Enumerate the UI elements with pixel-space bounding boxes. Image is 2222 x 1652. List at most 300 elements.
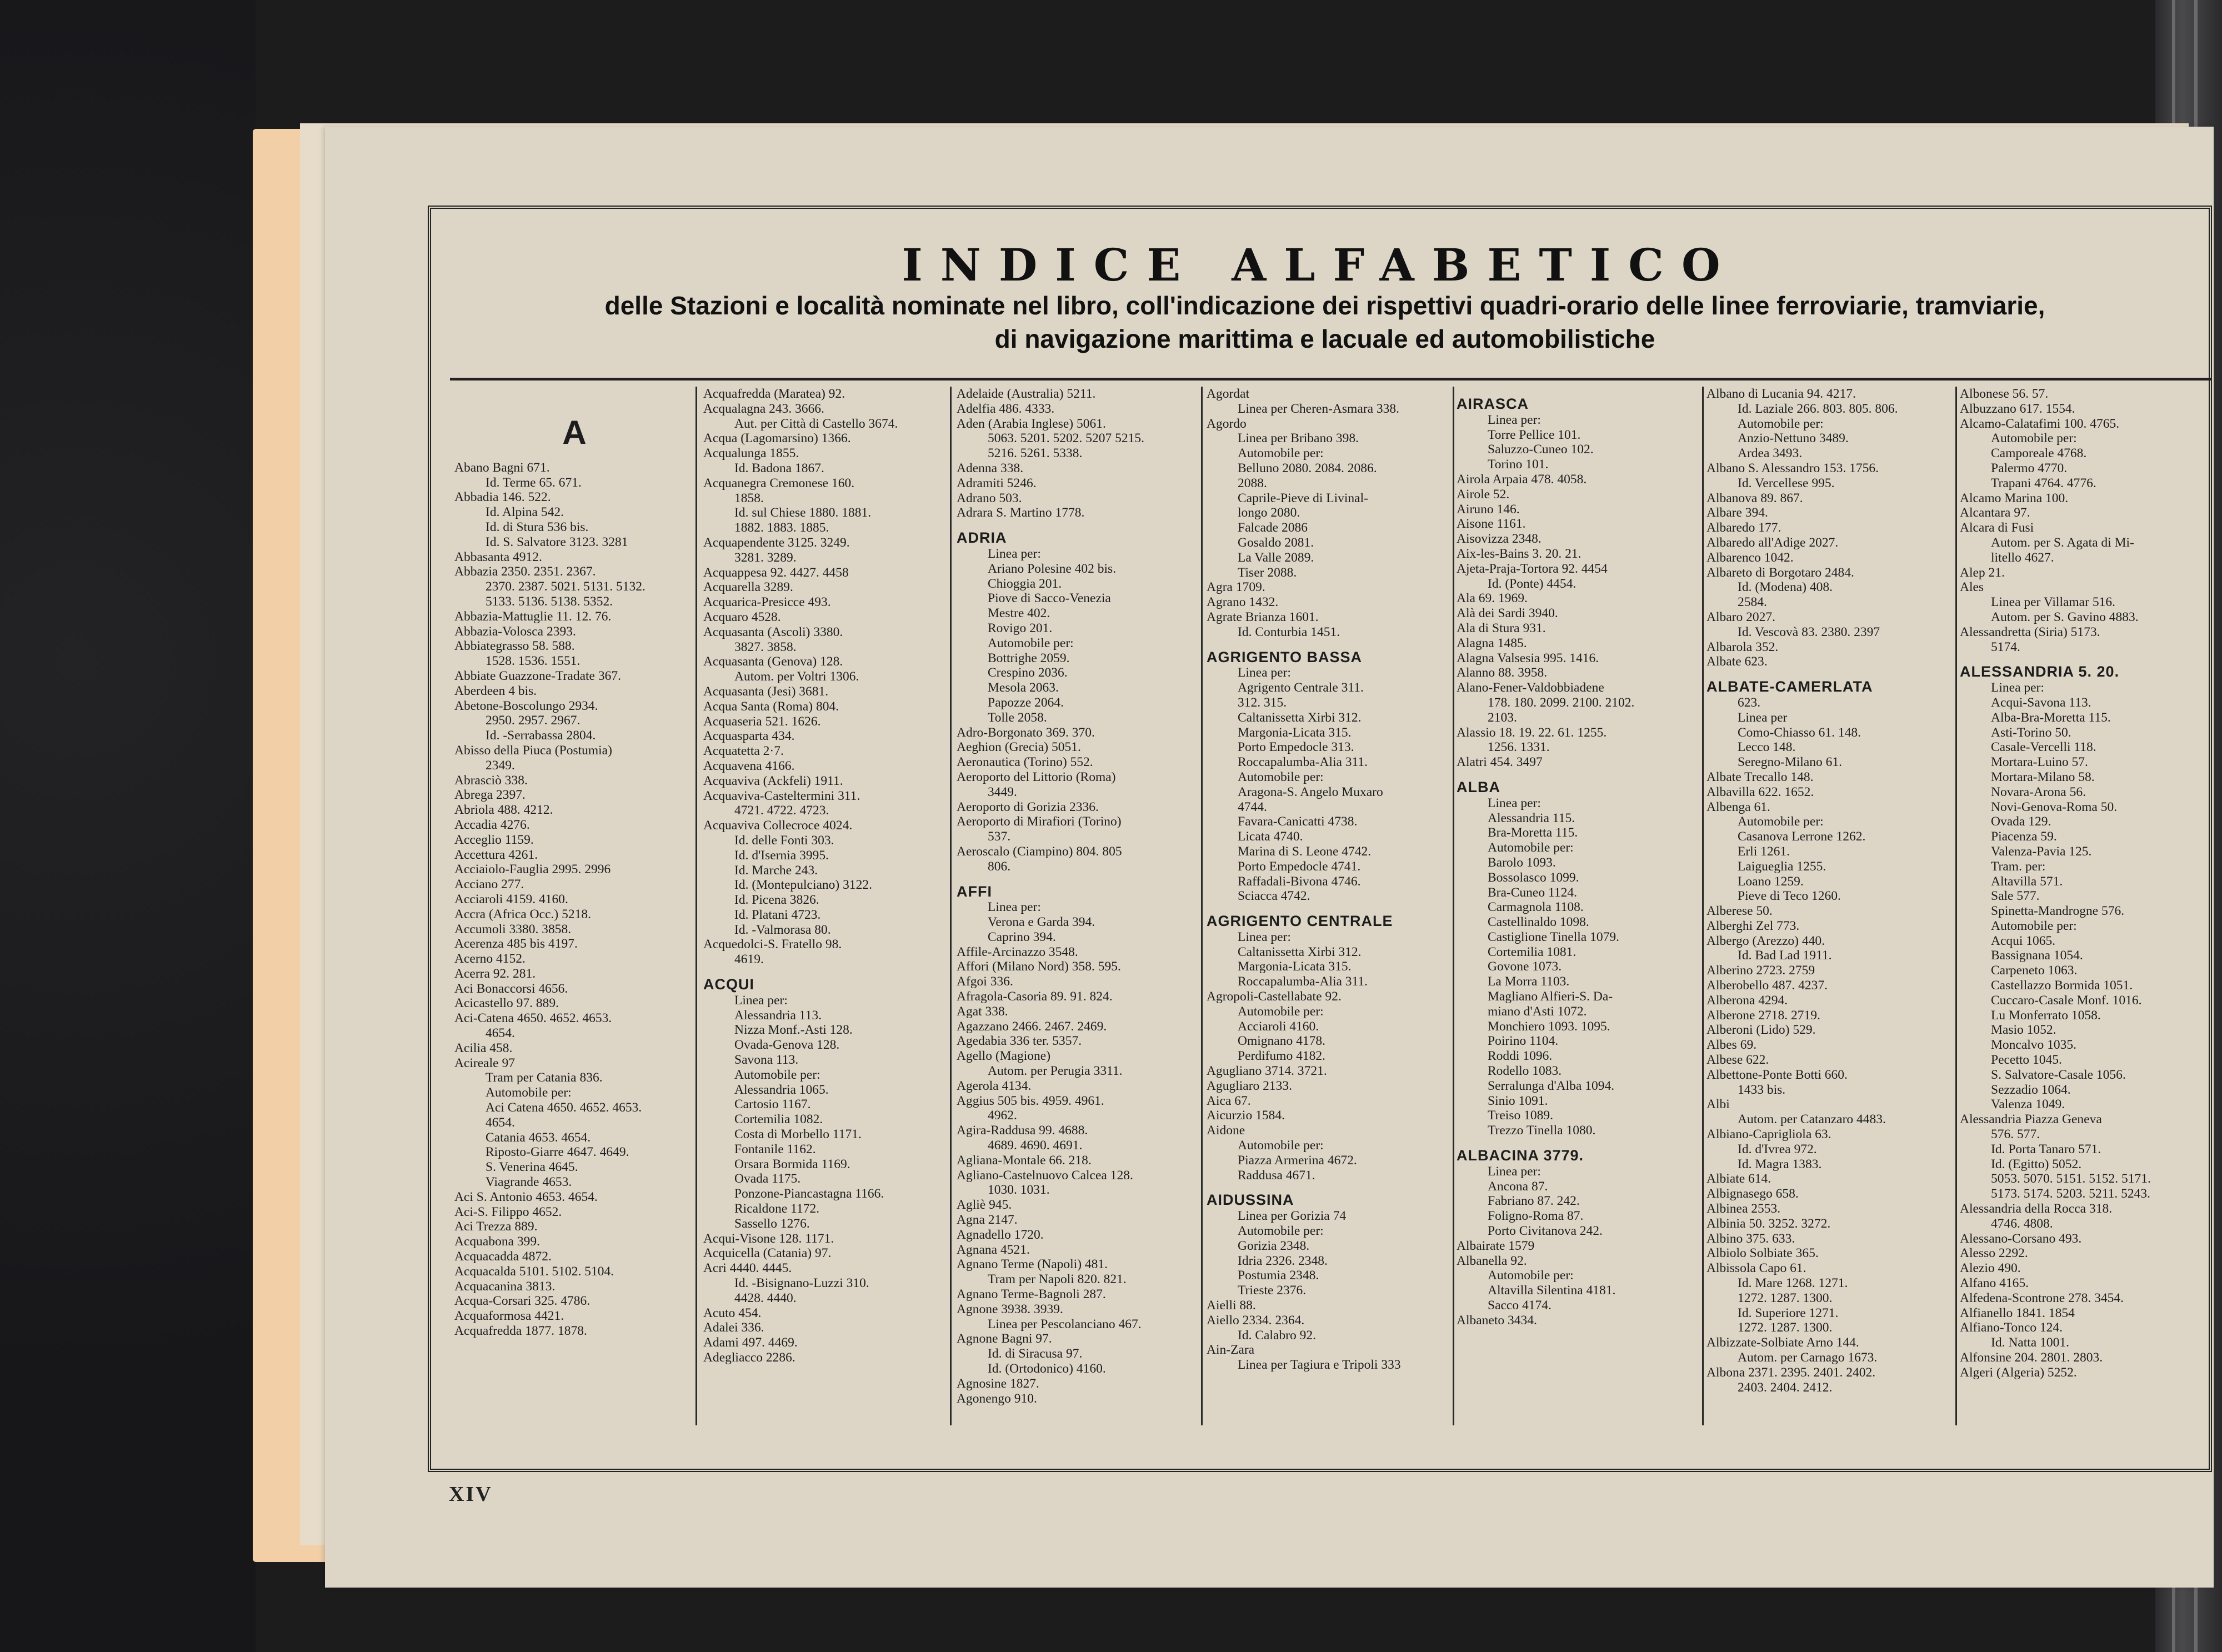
index-entry: Anzio-Nettuno 3489. (1738, 431, 1849, 446)
index-entry: 4654. (486, 1026, 515, 1041)
index-entry: Aci-S. Filippo 4652. (454, 1204, 562, 1219)
index-entry: Aisovizza 2348. (1457, 532, 1542, 547)
index-entry: Sciacca 4742. (1238, 889, 1310, 904)
index-entry: Id. (Montepulciano) 3122. (734, 878, 873, 893)
index-entry: Aut. per Città di Castello 3674. (734, 416, 898, 431)
index-entry: Id. (Egitto) 5052. (1991, 1157, 2082, 1172)
index-entry: Automobile per: (1238, 1138, 1324, 1153)
index-entry: Nizza Monf.-Asti 128. (734, 1023, 853, 1038)
index-entry: Acquaformosa 4421. (454, 1309, 564, 1324)
index-entry: Adramiti 5246. (957, 475, 1037, 490)
index-entry: Albate Trecallo 148. (1706, 769, 1814, 784)
index-entry: Adelaide (Australia) 5211. (957, 387, 1096, 401)
index-entry: Cortemilia 1081. (1488, 944, 1577, 959)
index-entry: Abbiategrasso 58. 588. (454, 639, 575, 654)
index-entry: Acciaroli 4159. 4160. (454, 892, 568, 907)
index-entry: Adro-Borgonato 369. 370. (957, 725, 1095, 740)
index-entry: Acquasparta 434. (703, 729, 795, 744)
index-entry: Ala 69. 1969. (1457, 591, 1528, 606)
index-entry: Aci Catena 4650. 4652. 4653. (486, 1100, 642, 1115)
index-entry: Accumoli 3380. 3858. (454, 922, 572, 937)
index-entry: Monchiero 1093. 1095. (1488, 1019, 1610, 1034)
index-entry: Acquicella (Catania) 97. (703, 1246, 832, 1261)
index-entry: Piazza Armerina 4672. (1238, 1153, 1357, 1168)
index-entry: Id. (Ortodonico) 4160. (988, 1361, 1106, 1376)
index-entry: 2950. 2957. 2967. (486, 713, 580, 728)
index-entry: Alberese 50. (1706, 904, 1773, 919)
index-entry: Acerenza 485 bis 4197. (454, 937, 578, 952)
index-entry: Albano di Lucania 94. 4217. (1706, 387, 1856, 401)
index-entry: Alano-Fener-Valdobbiadene (1457, 680, 1604, 695)
background-left (0, 0, 256, 1652)
index-entry: Id. (Modena) 408. (1738, 580, 1833, 595)
index-entry: Alberone 2718. 2719. (1706, 1008, 1820, 1023)
index-entry: Alessandria 113. (734, 1008, 822, 1023)
index-entry: Acqui 1065. (1991, 933, 2056, 948)
index-entry: S. Venerina 4645. (486, 1160, 578, 1175)
index-entry: Acquacadda 4872. (454, 1249, 552, 1264)
index-heading: ACQUI (703, 976, 754, 993)
index-entry: 4962. (988, 1108, 1017, 1123)
index-entry: Agordo (1207, 416, 1247, 431)
index-entry: Foligno-Roma 87. (1488, 1209, 1584, 1224)
index-entry: Aeroscalo (Ciampino) 804. 805 (957, 844, 1122, 859)
index-entry: Sinio 1091. (1488, 1093, 1548, 1108)
index-entry: Linea per: (1238, 929, 1291, 944)
index-entry: Caltanissetta Xirbi 312. (1238, 944, 1362, 959)
index-entry: Adami 497. 4469. (703, 1335, 798, 1350)
index-entry: Agliè 945. (957, 1198, 1012, 1213)
index-entry: Id. Laziale 266. 803. 805. 806. (1738, 401, 1898, 416)
index-entry: Camporeale 4768. (1991, 446, 2087, 461)
index-entry: Autom. per Carnago 1673. (1738, 1350, 1878, 1365)
index-entry: Aci Bonaccorsi 4656. (454, 981, 568, 996)
index-entry: Id. Vercellese 995. (1738, 475, 1835, 490)
index-entry: Adelfia 486. 4333. (957, 401, 1055, 416)
index-entry: 3281. 3289. (734, 550, 797, 565)
index-entry: Albona 2371. 2395. 2401. 2402. (1706, 1365, 1876, 1380)
index-column-4 (1207, 387, 1451, 1425)
index-entry: Treiso 1089. (1488, 1108, 1553, 1123)
index-entry: 5063. 5201. 5202. 5207 5215. (988, 431, 1144, 446)
index-entry: Albinea 2553. (1706, 1202, 1781, 1217)
index-entry: Aci-Catena 4650. 4652. 4653. (454, 1011, 612, 1026)
index-entry: Aci Trezza 889. (454, 1219, 538, 1234)
index-entry: Albiolo Solbiate 365. (1706, 1246, 1819, 1261)
index-entry: Piacenza 59. (1991, 829, 2057, 844)
index-entry: Albanella 92. (1457, 1253, 1527, 1268)
index-entry: Acquedolci-S. Fratello 98. (703, 937, 842, 952)
index-entry: Valenza-Pavia 125. (1991, 844, 2092, 859)
index-entry: Acciano 277. (454, 877, 524, 892)
index-entry: Id. Porta Tanaro 571. (1991, 1142, 2101, 1157)
index-entry: Fabriano 87. 242. (1488, 1194, 1580, 1209)
index-entry: Acceglio 1159. (454, 832, 534, 847)
index-entry: 1272. 1287. 1300. (1738, 1320, 1833, 1335)
index-entry: Alanno 88. 3958. (1457, 665, 1548, 680)
index-entry: Adenna 338. (957, 460, 1024, 475)
index-entry: Alessano-Corsano 493. (1960, 1231, 2082, 1246)
index-entry: Porto Empedocle 4741. (1238, 859, 1361, 874)
index-entry: Albairate 1579 (1457, 1238, 1535, 1253)
index-entry: Cartosio 1167. (734, 1097, 811, 1112)
index-entry: Acquanegra Cremonese 160. (703, 475, 855, 490)
index-entry: Acquarica-Presicce 493. (703, 595, 831, 610)
index-entry: Altavilla Silentina 4181. (1488, 1283, 1616, 1298)
index-entry: Agnone 3938. 3939. (957, 1301, 1063, 1316)
index-entry: 4744. (1238, 799, 1267, 814)
index-entry: Albanova 89. 867. (1706, 490, 1803, 505)
index-entry: Aicurzio 1584. (1207, 1108, 1285, 1123)
index-entry: Omignano 4178. (1238, 1034, 1325, 1049)
index-entry: Albettone-Ponte Botti 660. (1706, 1067, 1848, 1082)
index-entry: Ovada 1175. (734, 1172, 801, 1187)
index-entry: Pecetto 1045. (1991, 1053, 2062, 1068)
index-entry: Afragola-Casoria 89. 91. 824. (957, 989, 1113, 1004)
index-entry: Alcantara 97. (1960, 505, 2030, 520)
index-entry: Alessandria Piazza Geneva (1960, 1112, 2102, 1127)
index-entry: Acilia 458. (454, 1040, 513, 1055)
index-heading: ALBA (1457, 778, 1500, 795)
index-entry: Casale-Vercelli 118. (1991, 740, 2096, 755)
index-entry: Autom. per Perugia 3311. (988, 1064, 1123, 1079)
index-entry: 4689. 4690. 4691. (988, 1138, 1083, 1153)
index-entry: 1433 bis. (1738, 1082, 1786, 1097)
index-entry: Id. Alpina 542. (486, 505, 564, 520)
index-entry: Asti-Torino 50. (1991, 725, 2071, 740)
index-entry: Accadia 4276. (454, 817, 530, 832)
index-entry: 312. 315. (1238, 695, 1287, 710)
index-entry: Alagna 1485. (1457, 635, 1527, 650)
index-entry: Alberobello 487. 4237. (1706, 978, 1828, 993)
column-divider (1201, 387, 1203, 1425)
index-entry: Alessandria della Rocca 318. (1960, 1202, 2113, 1217)
index-entry: Albaredo 177. (1706, 520, 1781, 535)
index-entry: Mortara-Milano 58. (1991, 769, 2095, 784)
index-entry: Agrate Brianza 1601. (1207, 609, 1319, 624)
index-heading: ALBATE-CAMERLATA (1706, 678, 1873, 695)
index-entry: Automobile per: (1238, 769, 1324, 784)
index-entry: Bossolasco 1099. (1488, 870, 1579, 885)
index-entry: Acquaro 4528. (703, 609, 781, 624)
index-entry: 3827. 3858. (734, 639, 797, 654)
index-entry: Aeroporto di Gorizia 2336. (957, 799, 1099, 814)
index-entry: Alagna Valsesia 995. 1416. (1457, 650, 1599, 665)
index-heading: AGRIGENTO BASSA (1207, 648, 1363, 665)
index-entry: Adrara S. Martino 1778. (957, 505, 1085, 520)
index-entry: Id. (Ponte) 4454. (1488, 576, 1577, 591)
index-entry: Acquatetta 2·7. (703, 744, 784, 759)
index-entry: litello 4627. (1991, 550, 2054, 565)
index-column-5 (1457, 387, 1701, 1425)
index-entry: Autom. per S. Agata di Mi- (1991, 535, 2134, 550)
index-entry: Adrano 503. (957, 490, 1022, 505)
index-entry: Linea per: (1991, 680, 2044, 695)
index-entry: Automobile per: (1238, 446, 1324, 461)
index-entry: Orsara Bormida 1169. (734, 1157, 850, 1172)
column-divider (695, 387, 697, 1425)
index-entry: Raddusa 4671. (1238, 1168, 1315, 1183)
index-entry: Castiglione Tinella 1079. (1488, 929, 1619, 944)
index-entry: Novara-Arona 56. (1991, 784, 2086, 799)
index-entry: Accra (Africa Occ.) 5218. (454, 907, 591, 922)
index-entry: Autom. per S. Gavino 4883. (1991, 609, 2139, 624)
index-entry: Automobile per: (486, 1085, 572, 1100)
index-entry: Costa di Morbello 1171. (734, 1127, 862, 1142)
index-entry: Albissola Capo 61. (1706, 1261, 1806, 1276)
index-entry: Poirino 1104. (1488, 1034, 1559, 1049)
index-entry: Acquavena 4166. (703, 758, 795, 773)
column-divider (1955, 387, 1957, 1425)
index-entry: Sacco 4174. (1488, 1298, 1552, 1313)
index-entry: Aden (Arabia Inglese) 5061. (957, 416, 1106, 431)
index-entry: Idria 2326. 2348. (1238, 1253, 1328, 1268)
index-entry: Linea per: (988, 900, 1041, 915)
index-entry: Albenga 61. (1706, 799, 1770, 814)
index-entry: Alba-Bra-Moretta 115. (1991, 710, 2111, 725)
index-entry: Alberona 4294. (1706, 993, 1788, 1008)
index-entry: Acquapendente 3125. 3249. (703, 535, 850, 550)
index-entry: Aeghion (Grecia) 5051. (957, 740, 1081, 755)
index-entry: Altavilla 571. (1991, 874, 2063, 889)
index-entry: Acquarella 3289. (703, 580, 793, 595)
index-entry: Linea per: (1488, 795, 1541, 810)
index-entry: Govone 1073. (1488, 959, 1562, 974)
index-entry: Albavilla 622. 1652. (1706, 784, 1814, 799)
index-entry: Mortara-Luino 57. (1991, 755, 2088, 770)
index-entry: Torre Pellice 101. (1488, 427, 1581, 442)
index-entry: Aisone 1161. (1457, 517, 1526, 532)
index-entry: Moncalvo 1035. (1991, 1038, 2077, 1053)
index-entry: Ovada 129. (1991, 814, 2051, 829)
index-entry: Acerra 92. 281. (454, 966, 536, 981)
index-entry: Id. d'Ivrea 972. (1738, 1142, 1817, 1157)
index-heading: ALESSANDRIA 5. 20. (1960, 663, 2120, 680)
index-entry: Id. -Valmorasa 80. (734, 922, 831, 937)
index-column-1 (454, 387, 694, 1425)
index-entry: Id. di Siracusa 97. (988, 1346, 1083, 1361)
index-entry: Alberoni (Lido) 529. (1706, 1023, 1816, 1038)
index-entry: Alesso 2292. (1960, 1246, 2028, 1261)
index-entry: Abbadia 146. 522. (454, 490, 551, 505)
index-entry: Torino 101. (1488, 457, 1549, 472)
index-entry: Id. Bad Lad 1911. (1738, 948, 1832, 963)
index-column-6 (1706, 387, 1954, 1425)
index-entry: Albiano-Caprigliola 63. (1706, 1127, 1831, 1142)
index-entry: Ariano Polesine 402 bis. (988, 561, 1117, 576)
index-entry: Porto Empedocle 313. (1238, 740, 1354, 755)
index-entry: Automobile per: (1488, 1268, 1574, 1283)
index-entry: Papozze 2064. (988, 695, 1064, 710)
index-entry: Agnano Terme-Bagnoli 287. (957, 1287, 1106, 1302)
index-entry: 5173. 5174. 5203. 5211. 5243. (1991, 1187, 2151, 1202)
index-entry: Acquacalda 5101. 5102. 5104. (454, 1264, 614, 1279)
index-entry: Aragona-S. Angelo Muxaro (1238, 784, 1383, 799)
index-entry: Cuccaro-Casale Monf. 1016. (1991, 993, 2142, 1008)
index-entry: Gosaldo 2081. (1238, 535, 1314, 550)
index-entry: Mesola 2063. (988, 680, 1059, 695)
index-entry: Automobile per: (734, 1067, 820, 1082)
index-entry: Id. S. Salvatore 3123. 3281 (486, 534, 628, 549)
index-entry: Margonia-Licata 315. (1238, 725, 1352, 740)
index-entry: Gorizia 2348. (1238, 1238, 1310, 1253)
index-entry: Acquabona 399. (454, 1234, 541, 1249)
index-entry: Bra-Cuneo 1124. (1488, 885, 1577, 900)
index-entry: 1256. 1331. (1488, 740, 1550, 755)
index-entry: Acquasanta (Ascoli) 3380. (703, 624, 843, 639)
index-entry: Abisso della Piuca (Postumia) (454, 743, 612, 758)
index-entry: Alcara di Fusi (1960, 520, 2034, 535)
index-entry: 4746. 4808. (1991, 1216, 2053, 1231)
index-entry: Albare 394. (1706, 505, 1768, 520)
index-entry: Abbasanta 4912. (454, 549, 542, 564)
index-entry: Id. Conturbia 1451. (1238, 624, 1340, 639)
index-entry: Aix-les-Bains 3. 20. 21. (1457, 546, 1582, 561)
index-entry: Automobile per: (988, 635, 1074, 650)
index-entry: 4721. 4722. 4723. (734, 803, 829, 818)
index-entry: 623. (1738, 695, 1761, 710)
index-entry: Id. d'Isernia 3995. (734, 848, 829, 863)
index-entry: Palermo 4770. (1991, 460, 2068, 475)
index-entry: Id. Mare 1268. 1271. (1738, 1276, 1848, 1291)
index-entry: Id. di Stura 536 bis. (486, 519, 589, 534)
index-entry: Albaro 2027. (1706, 609, 1776, 624)
index-entry: Id. delle Fonti 303. (734, 833, 834, 848)
index-entry: Automobile per: (1991, 431, 2077, 446)
index-entry: Id. Superiore 1271. (1738, 1305, 1839, 1320)
index-entry: 4654. (486, 1115, 515, 1130)
index-entry: Savona 113. (734, 1053, 799, 1068)
index-entry: Bassignana 1054. (1991, 948, 2083, 963)
index-entry: Seregno-Milano 61. (1738, 755, 1842, 770)
index-entry: Agonengo 910. (957, 1391, 1037, 1406)
index-entry: 2103. (1488, 710, 1517, 725)
index-entry: Fontanile 1162. (734, 1142, 816, 1157)
index-entry: Id. Platani 4723. (734, 907, 821, 922)
index-entry: Castellazzo Bormida 1051. (1991, 978, 2133, 993)
index-entry: Id. Marche 243. (734, 863, 818, 878)
index-entry: Agello (Magione) (957, 1049, 1051, 1064)
index-entry: 576. 577. (1991, 1127, 2040, 1142)
index-entry: Como-Chiasso 61. 148. (1738, 725, 1861, 740)
index-entry: Alfano 4165. (1960, 1276, 2029, 1291)
index-entry: Alessandria 1065. (734, 1082, 829, 1097)
index-entry: Acicastello 97. 889. (454, 996, 559, 1011)
index-entry: 1030. 1031. (988, 1183, 1050, 1198)
index-entry: Alezio 490. (1960, 1261, 2021, 1276)
index-entry: Agugliaro 2133. (1207, 1078, 1293, 1093)
index-entry: Acri 4440. 4445. (703, 1261, 792, 1276)
index-entry: Caprile-Pieve di Livinal- (1238, 490, 1368, 505)
subtitle-line-2: di navigazione marittima e lacuale ed automobilistiche (994, 324, 1655, 353)
index-entry: 1858. (734, 490, 764, 505)
index-entry: Acciaroli 4160. (1238, 1019, 1319, 1034)
index-heading: AFFI (957, 883, 992, 900)
index-entry: Id. Picena 3826. (734, 893, 819, 908)
index-entry: Albizzate-Solbiate Arno 144. (1706, 1335, 1859, 1350)
column-divider (950, 387, 952, 1425)
index-entry: Chioggia 201. (988, 576, 1062, 591)
index-entry: Albuzzano 617. 1554. (1960, 401, 2075, 416)
index-entry: Casanova Lerrone 1262. (1738, 829, 1866, 844)
index-column-7 (1960, 387, 2205, 1425)
index-entry: Albino 375. 633. (1706, 1231, 1795, 1246)
index-entry: 5216. 5261. 5338. (988, 446, 1083, 461)
index-entry: Id. Natta 1001. (1991, 1335, 2069, 1350)
index-entry: Automobile per: (1738, 416, 1824, 431)
index-entry: Agra 1709. (1207, 580, 1265, 595)
index-entry: Trieste 2376. (1238, 1283, 1307, 1298)
index-entry: Id. -Bisignano-Luzzi 310. (734, 1276, 869, 1291)
index-entry: Trapani 4764. 4776. (1991, 475, 2096, 490)
index-entry: Belluno 2080. 2084. 2086. (1238, 460, 1377, 475)
index-entry: Aeroporto del Littorio (Roma) (957, 769, 1116, 784)
index-entry: Affile-Arcinazzo 3548. (957, 944, 1078, 959)
index-entry: Caltanissetta Xirbi 312. (1238, 710, 1362, 725)
index-entry: Linea per Pescolanciano 467. (988, 1316, 1142, 1331)
index-entry: Abbazia-Volosca 2393. (454, 624, 576, 639)
index-entry: Cortemilia 1082. (734, 1112, 823, 1127)
index-entry: Acquaseria 521. 1626. (703, 714, 821, 729)
index-entry: Alberghi Zel 773. (1706, 918, 1800, 933)
index-heading: AIRASCA (1457, 396, 1529, 412)
index-entry: Id. Terme 65. 671. (486, 475, 582, 490)
index-entry: La Morra 1103. (1488, 974, 1570, 989)
index-entry: Linea per Villamar 516. (1991, 595, 2115, 610)
index-entry: Aeroporto di Mirafiori (Torino) (957, 814, 1122, 829)
index-entry: Viagrande 4653. (486, 1175, 572, 1190)
index-entry: Valenza 1049. (1991, 1097, 2065, 1112)
index-entry: Albaneto 3434. (1457, 1313, 1537, 1328)
index-entry: Ancona 87. (1488, 1179, 1548, 1194)
page-title: INDICE ALFABETICO (902, 239, 1738, 291)
index-entry: Acqualagna 243. 3666. (703, 401, 824, 416)
index-entry: Agnadello 1720. (957, 1227, 1044, 1242)
index-entry: Aberdeen 4 bis. (454, 683, 537, 698)
index-entry: Albate 623. (1706, 654, 1768, 669)
index-entry: Albareto di Borgotaro 2484. (1706, 565, 1854, 580)
index-entry: Ricaldone 1172. (734, 1202, 820, 1217)
index-entry: Acqua-Corsari 325. 4786. (454, 1294, 590, 1309)
index-entry: Albinia 50. 3252. 3272. (1706, 1216, 1831, 1231)
index-heading: AGRIGENTO CENTRALE (1207, 913, 1393, 930)
index-entry: Id. Magra 1383. (1738, 1157, 1822, 1172)
index-entry: Riposto-Giarre 4647. 4649. (486, 1145, 629, 1160)
index-entry: Acquasanta (Jesi) 3681. (703, 684, 829, 699)
index-entry: Tiser 2088. (1238, 565, 1297, 580)
index-entry: Linea per Bribano 398. (1238, 431, 1359, 446)
index-entry: Aggius 505 bis. 4959. 4961. (957, 1093, 1104, 1108)
index-entry: Piove di Sacco-Venezia (988, 591, 1111, 606)
index-entry: 2088. (1238, 475, 1267, 490)
index-entry: Aiello 2334. 2364. (1207, 1313, 1305, 1328)
index-entry: Accettura 4261. (454, 847, 538, 862)
index-entry: Raffadali-Bivona 4746. (1238, 874, 1361, 889)
index-entry: Acerno 4152. (454, 952, 526, 967)
index-entry: 1882. 1883. 1885. (734, 520, 829, 535)
index-entry: Agna 2147. (957, 1213, 1018, 1228)
index-entry: Serralunga d'Alba 1094. (1488, 1078, 1615, 1093)
index-entry: Acqui-Savona 113. (1991, 695, 2091, 710)
index-entry: Ardea 3493. (1738, 446, 1803, 461)
index-entry: Acciaiolo-Fauglia 2995. 2996 (454, 862, 611, 877)
index-entry: 2370. 2387. 5021. 5131. 5132. (486, 579, 645, 594)
index-entry: Barolo 1093. (1488, 855, 1556, 870)
index-entry: Aidone (1207, 1123, 1245, 1138)
index-entry: Albergo (Arezzo) 440. (1706, 933, 1825, 948)
index-entry: Laigueglia 1255. (1738, 859, 1826, 874)
index-entry: Acquaviva Collecroce 4024. (703, 818, 853, 833)
